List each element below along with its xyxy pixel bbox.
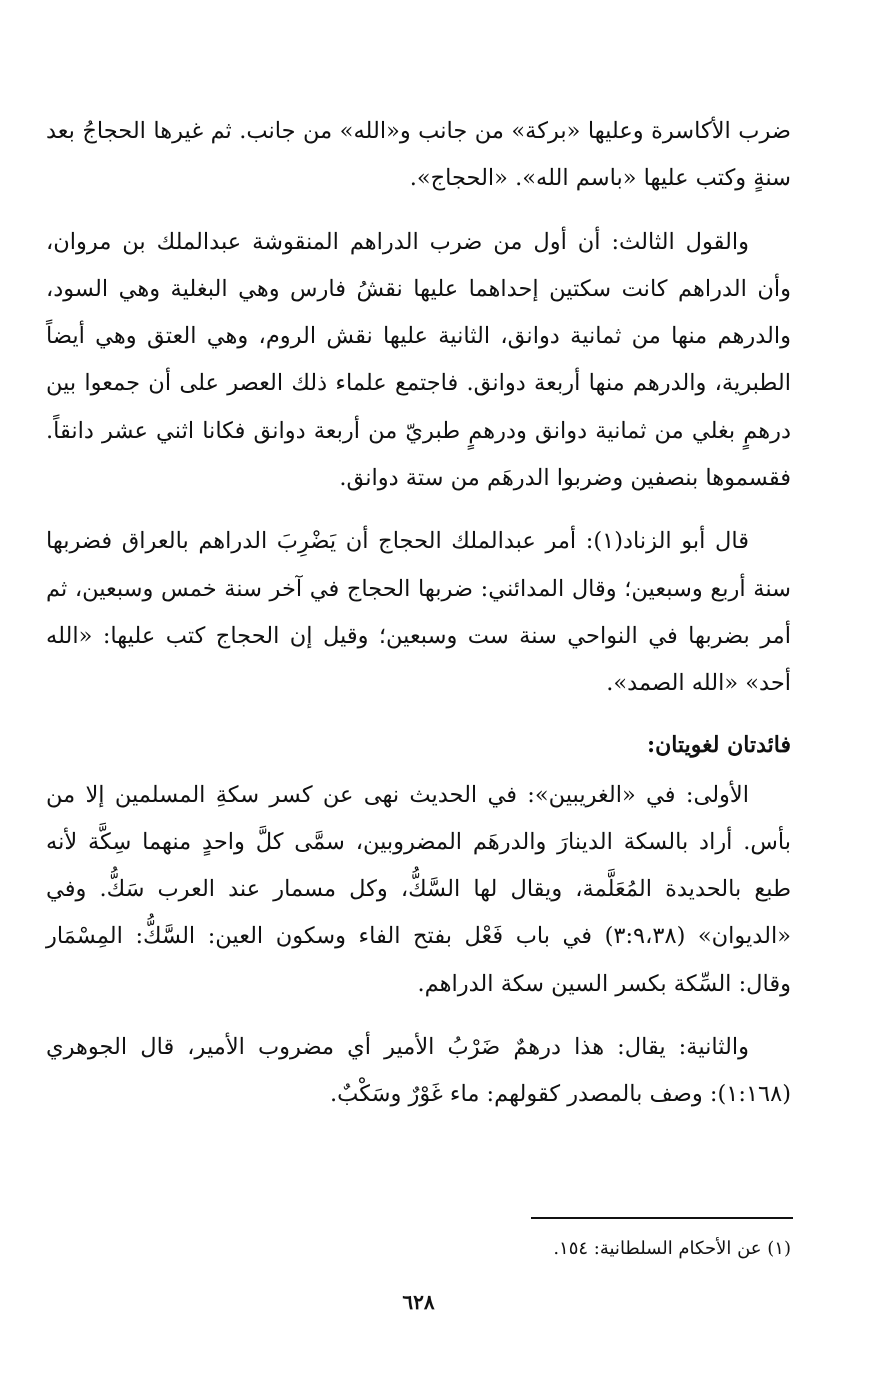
footnote: (١) عن الأحكام السلطانية: ١٥٤. — [553, 1238, 791, 1259]
paragraph-second-benefit: والثانية: يقال: هذا درهمٌ ضَرْبُ الأمير أي مضروب الأمير، قال الجوهري (١:١٦٨): وصف بالمصدر كقولهم: ماء غَوْرٌ وسَكْبٌ. — [46, 1034, 791, 1108]
paragraph-opening: ضرب الأكاسرة وعليها «بركة» من جانب و«الله» من جانب. ثم غيرها الحجاجُ بعد سنةٍ وكتب عليها «باسم الله». «الحجاج». — [46, 118, 791, 192]
paragraph-third-opinion: والقول الثالث: أن أول من ضرب الدراهم المنقوشة عبدالملك بن مروان، وأن الدراهم كانت سكتين إحداهما عليها نقشُ فارس وهي البغلية وهي السود، والدرهم منها من ثمانية دوانق، الثانية عليها نقش الروم، وهي العتق وهي أيضاً الطبرية، والدرهم منها أربعة دوانق. فاجتمع علماء ذلك العصر على أن جمعوا بين درهمٍ بغلي من ثمانية دوانق ودرهمٍ طبريّ من أربعة دوانق فكانا اثني عشر دانقاً. فقسموها بنصفين وضربوا الدرهَم من ستة دوانق. — [46, 228, 791, 492]
page-number: ٦٢٨ — [402, 1290, 435, 1314]
main-text — [46, 108, 791, 1119]
book-page — [46, 0, 791, 1373]
paragraph-abu-zinad: قال أبو الزناد(١): أمر عبدالملك الحجاج أن يَضْرِبَ الدراهم بالعراق فضربها سنة أربع وسبعين؛ وقال المدائني: ضربها الحجاج في آخر سنة خمس وسبعين، ثم أمر بضربها في النواحي سنة ست وسبعين؛ وقيل إن الحجاج كتب عليها: «الله أحد» «الله الصمد». — [46, 528, 791, 697]
paragraph-first-benefit: الأولى: في «الغريبين»: في الحديث نهى عن كسر سكةِ المسلمين إلا من بأس. أراد بالسكة الدينارَ والدرهَم المضروبين، سمَّى كلَّ واحدٍ منهما سِكَّة لأنه طبع بالحديدة المُعَلَّمة، ويقال لها السَّكُّ، وكل مسمار عند العرب سَكُّ. وفي «الديوان» (٣:٩،٣٨) في باب فَعْل بفتح الفاء وسكون العين: السَّكُّ: المِسْمَار وقال: السِّكة بكسر السين سكة الدراهم. — [46, 781, 791, 997]
section-heading: فائدتان لغويتان: — [647, 731, 791, 758]
footnote-separator — [531, 1217, 793, 1219]
